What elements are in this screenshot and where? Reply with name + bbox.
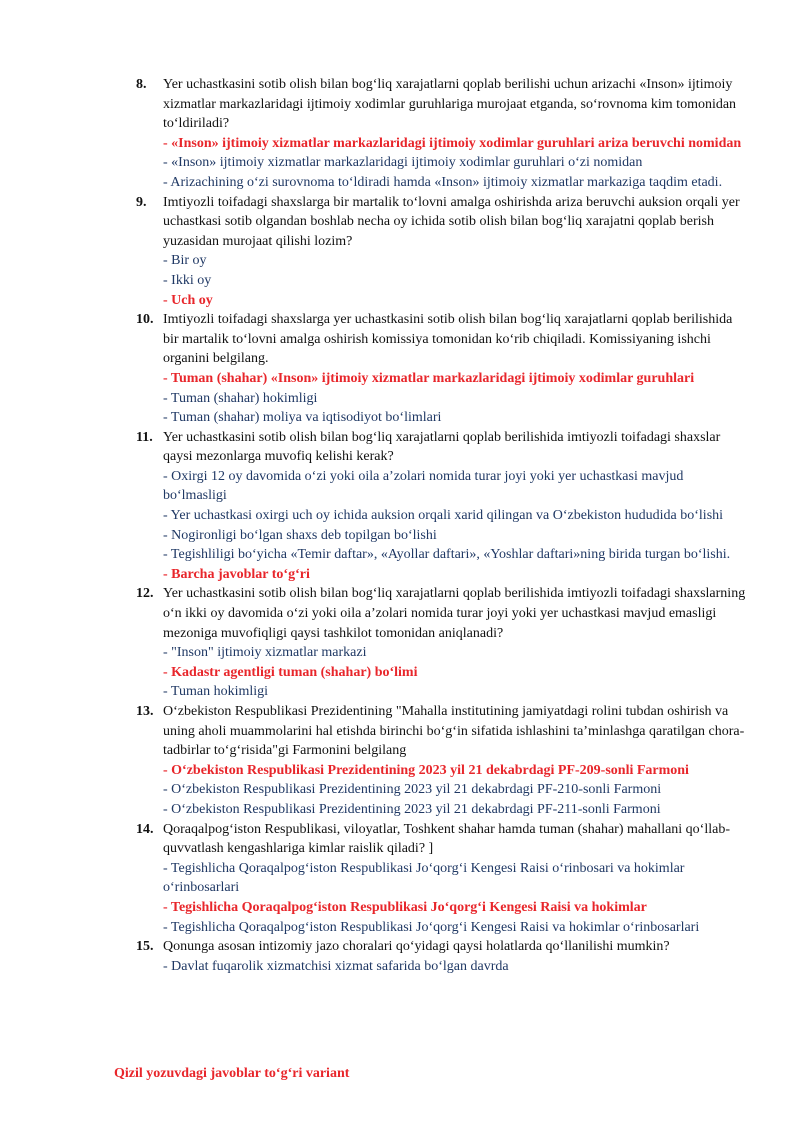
question-number: 8. xyxy=(136,77,147,92)
question-item xyxy=(136,428,746,585)
answer-option: - Davlat fuqarolik xizmatchisi xizmat safarida bo‘lgan davrda xyxy=(163,958,509,974)
question-item xyxy=(136,584,746,702)
answer-option: - Nogironligi bo‘lgan shaxs deb topilgan bo‘lishi xyxy=(163,527,437,543)
question-number: 13. xyxy=(136,704,154,719)
answer-option: - Tegishlicha Qoraqalpog‘iston Respublikasi Jo‘qorg‘i Kengesi Raisi va hokimlar o‘rinbosarlari xyxy=(163,919,700,935)
answer-option-correct: - «Inson» ijtimoiy xizmatlar markazlaridagi ijtimoiy xodimlar guruhlari ariza beruvchi nomidan xyxy=(163,135,742,151)
question-item xyxy=(136,820,746,938)
answer-option-correct: - Tegishlicha Qoraqalpog‘iston Respublikasi Jo‘qorg‘i Kengesi Raisi va hokimlar xyxy=(163,899,647,915)
question-item xyxy=(136,702,746,820)
answer-option-correct: - O‘zbekiston Respublikasi Prezidentining 2023 yil 21 dekabrdagi PF-209-sonli Farmoni xyxy=(163,762,689,778)
answer-option: - Oxirgi 12 oy davomida o‘zi yoki oila a’zolari nomida turar joyi yoki yer uchastkasi mavjud bo‘lmasligi xyxy=(163,468,684,504)
question-item xyxy=(136,193,746,311)
answer-option: - O‘zbekiston Respublikasi Prezidentining 2023 yil 21 dekabrdagi PF-211-sonli Farmoni xyxy=(163,801,661,817)
answer-option-correct: - Kadastr agentligi tuman (shahar) bo‘limi xyxy=(163,664,418,680)
question-text: Imtiyozli toifadagi shaxslarga bir martalik to‘lovni amalga oshirishda ariza beruvchi auksion orqali yer uchastkasi sotib olgandan boshlab necha oy ichida sotib olish bilan bog‘liq xarajatni qoplab berish yuzasidan murojaat qilishi lozim? xyxy=(163,194,740,249)
question-text: Qonunga asosan intizomiy jazo choralari qo‘yidagi qaysi holatlarda qo‘llanilishi mumkin? xyxy=(163,939,670,955)
question-number: 15. xyxy=(136,939,154,955)
answer-option-correct: - Barcha javoblar to‘g‘ri xyxy=(163,566,310,582)
answer-option: - Ikki oy xyxy=(163,272,212,288)
question-number: 9. xyxy=(136,194,147,210)
answer-option: - Tuman hokimligi xyxy=(163,684,269,700)
question-number: 12. xyxy=(136,586,154,602)
answer-option-correct: - Uch oy xyxy=(163,292,213,308)
question-item xyxy=(136,75,746,193)
answer-option-correct: - Tuman (shahar) «Inson» ijtimoiy xizmatlar markazlaridagi ijtimoiy xodimlar guruhlari xyxy=(163,370,695,386)
question-text: Yer uchastkasini sotib olish bilan bog‘liq xarajatlarni qoplab berilishida imtiyozli toifadagi shaxslar qaysi mezonlarga muvofiq kelishi kerak? xyxy=(163,429,721,465)
question-text: O‘zbekiston Respublikasi Prezidentining "Mahalla institutining jamiyatdagi rolini tubdan oshirish va uning aholi muammolarini hal etishda birinchi bo‘g‘in sifatida ishlashini ta’minlashga qaratilgan chora-tadbirlar to‘g‘risida"gi Farmonini belgilang xyxy=(163,704,745,759)
answer-option: - Arizachining o‘zi surovnoma to‘ldiradi hamda «Inson» ijtimoiy xizmatlar markaziga taqdim etadi. xyxy=(163,174,723,190)
answer-option: - Tuman (shahar) hokimligi xyxy=(163,390,318,406)
question-text: Yer uchastkasini sotib olish bilan bog‘liq xarajatlarni qoplab berilishi uchun arizachi «Inson» ijtimoiy xizmatlar markazlaridagi ijtimoiy xodimlar guruhlariga murojaat etganda, so‘rovnoma kim tomonidan to‘ldiriladi? xyxy=(163,77,737,132)
answer-option: - "Inson" ijtimoiy xizmatlar markazi xyxy=(163,645,367,661)
footer-note: Qizil yozuvdagi javoblar to‘g‘ri variant xyxy=(114,1066,350,1081)
answer-option: - Tegishliligi bo‘yicha «Temir daftar», «Ayollar daftari», «Yoshlar daftari»ning birida turgan bo‘lishi. xyxy=(163,547,731,563)
question-text: Qoraqalpog‘iston Respublikasi, viloyatlar, Toshkent shahar hamda tuman (shahar) mahallani qo‘llab-quvvatlash kengashlariga kimlar raislik qiladi? ] xyxy=(163,821,730,857)
answer-option: - Yer uchastkasi oxirgi uch oy ichida auksion orqali xarid qilingan va O‘zbekiston hududida bo‘lishi xyxy=(163,508,724,524)
question-item xyxy=(136,310,746,428)
question-text: Imtiyozli toifadagi shaxslarga yer uchastkasini sotib olish bilan bog‘liq xarajatlarni qoplab berilishida bir martalik to‘lovni amalga oshirish komissiya tomonidan ko‘rib chiqiladi. Komissiyaning ishchi organini belgilang. xyxy=(163,312,733,367)
question-text: Yer uchastkasini sotib olish bilan bog‘liq xarajatlarni qoplab berilishida imtiyozli toifadagi shaxslarning o‘n ikki oy davomida o‘zi yoki oila a’zolari nomida turar joyi yoki yer uchastkasi mavjud emasligi mezoniga muvofiqligi qaysi tashkilot tomonidan aniqlanadi? xyxy=(163,586,746,641)
question-list xyxy=(136,75,746,976)
question-number: 11. xyxy=(136,429,153,445)
answer-option: - Tegishlicha Qoraqalpog‘iston Respublikasi Jo‘qorg‘i Kengesi Raisi o‘rinbosari va hokimlar o‘rinbosarlari xyxy=(163,860,685,896)
question-item xyxy=(136,937,746,976)
question-number: 14. xyxy=(136,821,154,837)
answer-option: - «Inson» ijtimoiy xizmatlar markazlaridagi ijtimoiy xodimlar guruhlari o‘zi nomidan xyxy=(163,155,643,171)
answer-option: - Tuman (shahar) moliya va iqtisodiyot bo‘limlari xyxy=(163,410,442,426)
answer-option: - Bir oy xyxy=(163,253,207,269)
question-number: 10. xyxy=(136,312,154,328)
answer-option: - O‘zbekiston Respublikasi Prezidentining 2023 yil 21 dekabrdagi PF-210-sonli Farmoni xyxy=(163,782,662,798)
